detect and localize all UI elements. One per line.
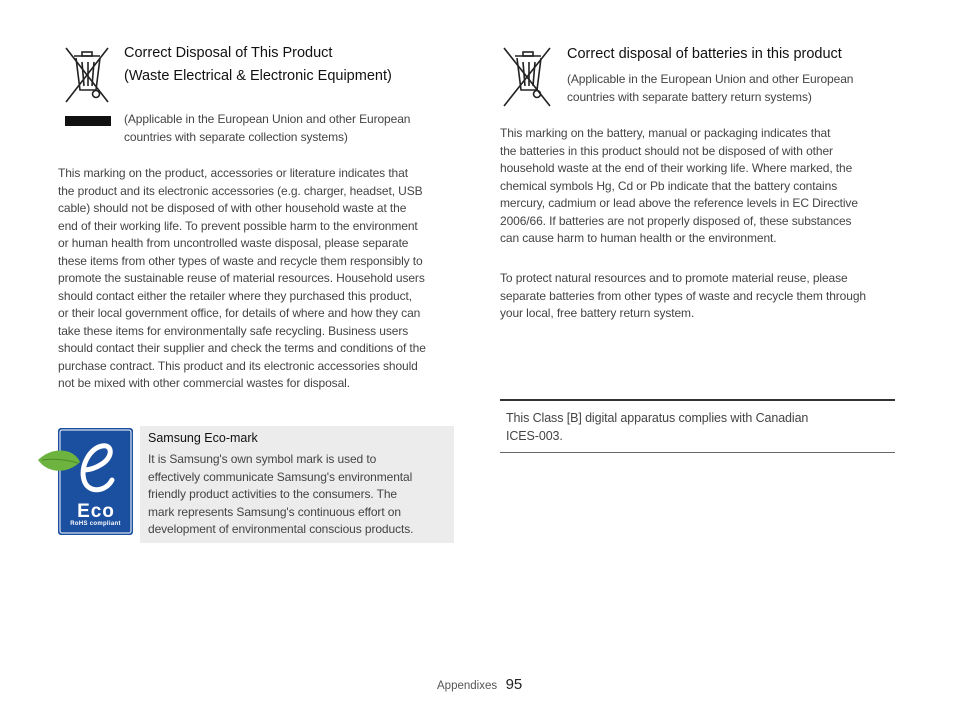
- weee-bin-icon: [60, 44, 114, 106]
- battery-applicability-note: (Applicable in the European Union and other European countries with separate battery return systems): [567, 72, 854, 104]
- eco-logo-subtext: RoHS compliant: [70, 521, 121, 527]
- canada-notice-top-rule: [500, 399, 895, 401]
- samsung-eco-logo: [36, 426, 136, 538]
- canada-notice-bottom-rule: [500, 452, 895, 453]
- svg-text:Eco: Eco: [77, 501, 115, 522]
- battery-bin-icon: [500, 44, 556, 108]
- weee-black-bar: [65, 116, 111, 126]
- battery-title: Correct disposal of batteries in this product: [567, 46, 842, 62]
- eco-mark-title: Samsung Eco-mark: [148, 431, 258, 445]
- weee-applicability-note: (Applicable in the European Union and other European countries with separate collection systems): [124, 112, 411, 144]
- weee-body-paragraph: This marking on the product, accessories or literature indicates that the product and its electronic accessories (e.g. charger, headset, USB cable) should not be disposed of with other household waste at the end of their working life. To prevent possible harm to the environment or human health from uncontrolled waste disposal, please separate these items from other types of waste and recycle them responsibly to promote the sustainable reuse of material resources. Household users should contact either the retailer where they purchased this product, or their local government office, for details of where and how they can take these items for environmentally safe recycling. Business users should contact their supplier and check the terms and conditions of the purchase contract. This product and its electronic accessories should not be mixed with other commercial wastes for disposal.: [58, 166, 426, 390]
- battery-body-paragraph-1: This marking on the battery, manual or packaging indicates that the batteries in this product should not be disposed of with other household waste at the end of their working life. Where marked, the chemical symbols Hg, Cd or Pb indicate that the battery contains mercury, cadmium or lead above the reference levels in EC Directive 2006/66. If batteries are not properly disposed of, these substances can cause harm to human health or the environment.: [500, 126, 858, 245]
- eco-mark-box: [140, 426, 454, 543]
- eco-mark-body: It is Samsung's own symbol mark is used to effectively communicate Samsung's environmental friendly product activities to the consumers. The mark represents Samsung's continuous effort on development of environmental conscious products.: [148, 452, 414, 536]
- footer-section-label: Appendixes: [437, 680, 498, 692]
- page-footer: [437, 676, 522, 694]
- weee-title: Correct Disposal of This Product (Waste Electrical & Electronic Equipment): [124, 45, 392, 84]
- canada-notice-text: This Class [B] digital apparatus complies with Canadian ICES-003.: [506, 411, 809, 443]
- battery-body-paragraph-2: To protect natural resources and to promote material reuse, please separate batteries from other types of waste and recycle them through your local, free battery return system.: [500, 271, 866, 320]
- page-number: 95: [505, 676, 523, 693]
